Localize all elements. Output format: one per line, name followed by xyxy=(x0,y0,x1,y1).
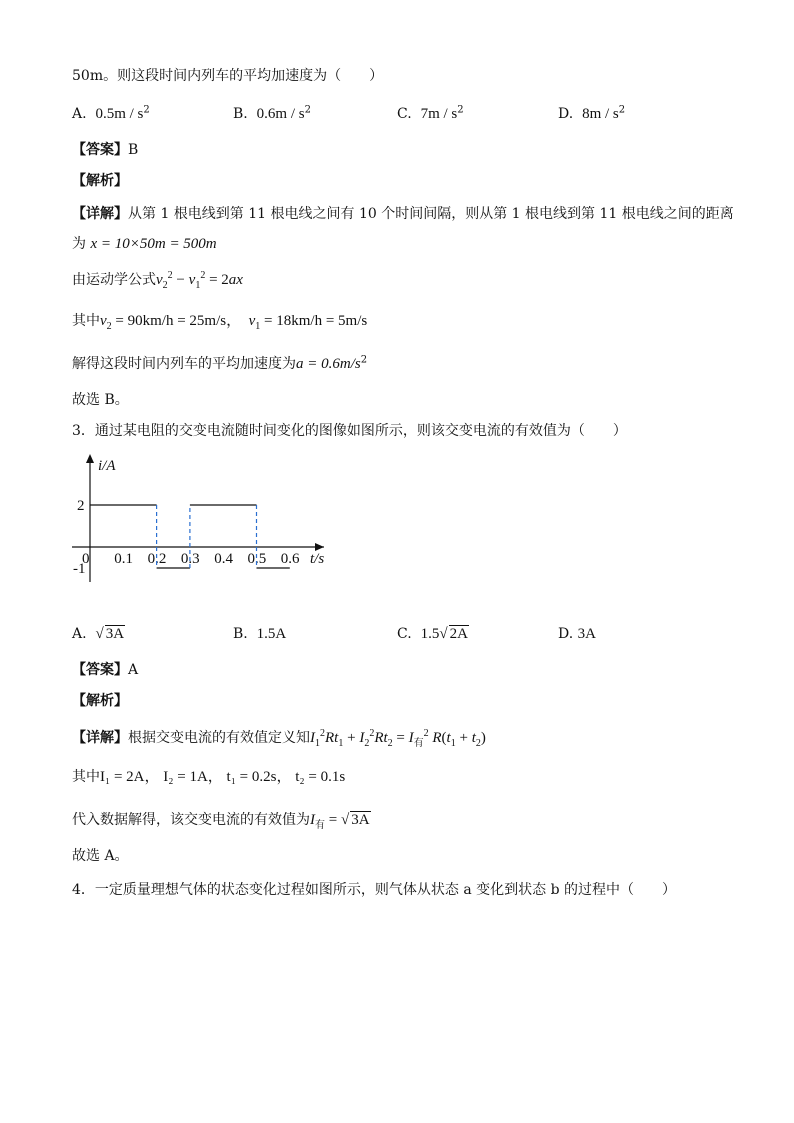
q2-detail-5: 解得这段时间内列车的平均加速度为$a = 0.6m/s^2$ xyxy=(72,354,368,372)
q3-answer: 【答案】A xyxy=(72,662,139,678)
q2-stem-tail: 50m。则这段时间内列车的平均加速度为（ ） xyxy=(72,68,384,84)
q3-detail-1: 【详解】根据交变电流的有效值定义知$I_1^2Rt_1 + I_2^2Rt_2 = I_有^2$ $R(t_1 + t_2)$ xyxy=(72,728,486,749)
y-tick-label-0: 2 xyxy=(77,498,85,514)
y-axis-label: i/A xyxy=(98,458,116,474)
q2-analysis-label: 【解析】 xyxy=(72,173,128,189)
q3-analysis-label: 【解析】 xyxy=(72,693,128,709)
q2-option-a: A. $0.5m / s^2$ xyxy=(72,104,150,122)
x-tick-label-4: 0.4 xyxy=(214,551,233,567)
q2-option-b: B. $0.6m / s^2$ xyxy=(233,104,311,122)
q3-option-b: B. 1.5A xyxy=(233,626,287,642)
q2-detail-1: 【详解】从第 1 根电线到第 11 根电线之间有 10 个时间间隔，则从第 1 根电线到第 11 根电线之间的距离 xyxy=(72,206,734,222)
current-time-graph xyxy=(62,450,352,590)
x-tick-label-5: 0.5 xyxy=(247,551,267,567)
x-tick-label-6: 0.6 xyxy=(280,551,300,567)
x-tick-label-1: 0.1 xyxy=(114,551,134,567)
x-axis-arrow xyxy=(315,543,324,551)
q2-detail-2: 为 x = 10×50m = 500m xyxy=(72,236,217,252)
q3-option-d: D. 3A xyxy=(558,626,596,642)
q3-conclusion: 故选 A。 xyxy=(72,848,129,864)
q3-option-c: C. 1.5√ 2A xyxy=(397,626,468,642)
q4-stem: 4．一定质量理想气体的状态变化过程如图所示，则气体从状态 a 变化到状态 b 的过程中（ ） xyxy=(72,882,677,898)
q2-conclusion: 故选 B。 xyxy=(72,392,129,408)
q2-detail-4: 其中$v_2 = 90km/h = 25m/s$， $v_1 = 18km/h = 5m/s$ xyxy=(72,313,368,332)
y-tick-label-1: -1 xyxy=(73,561,86,577)
q2-detail-3: 由运动学公式$v_2^2 - v_1^2 = 2ax$ xyxy=(72,270,243,291)
q2-answer: 【答案】B xyxy=(72,142,139,158)
x-tick-label-0: 0 xyxy=(82,551,90,567)
q2-option-d: D. $8m / s^2$ xyxy=(558,104,626,122)
q3-option-a: A. √ 3A xyxy=(72,626,125,642)
q2-option-c: C. $7m / s^2$ xyxy=(397,104,464,122)
y-axis-arrow xyxy=(86,454,94,463)
x-tick-label-3: 0.3 xyxy=(180,551,200,567)
x-tick-label-2: 0.2 xyxy=(147,551,167,567)
x-axis-label: t/s xyxy=(310,551,325,567)
q3-detail-3: 代入数据解得，该交变电流的有效值为$I_有$ = √ 3A xyxy=(72,812,370,831)
q3-detail-2: 其中I₁ = 2A， I₂ = 1A， t₁ = 0.2s， t₂ = 0.1s xyxy=(72,769,346,785)
q3-stem: 3．通过某电阻的交变电流随时间变化的图像如图所示，则该交变电流的有效值为（ ） xyxy=(72,423,627,439)
